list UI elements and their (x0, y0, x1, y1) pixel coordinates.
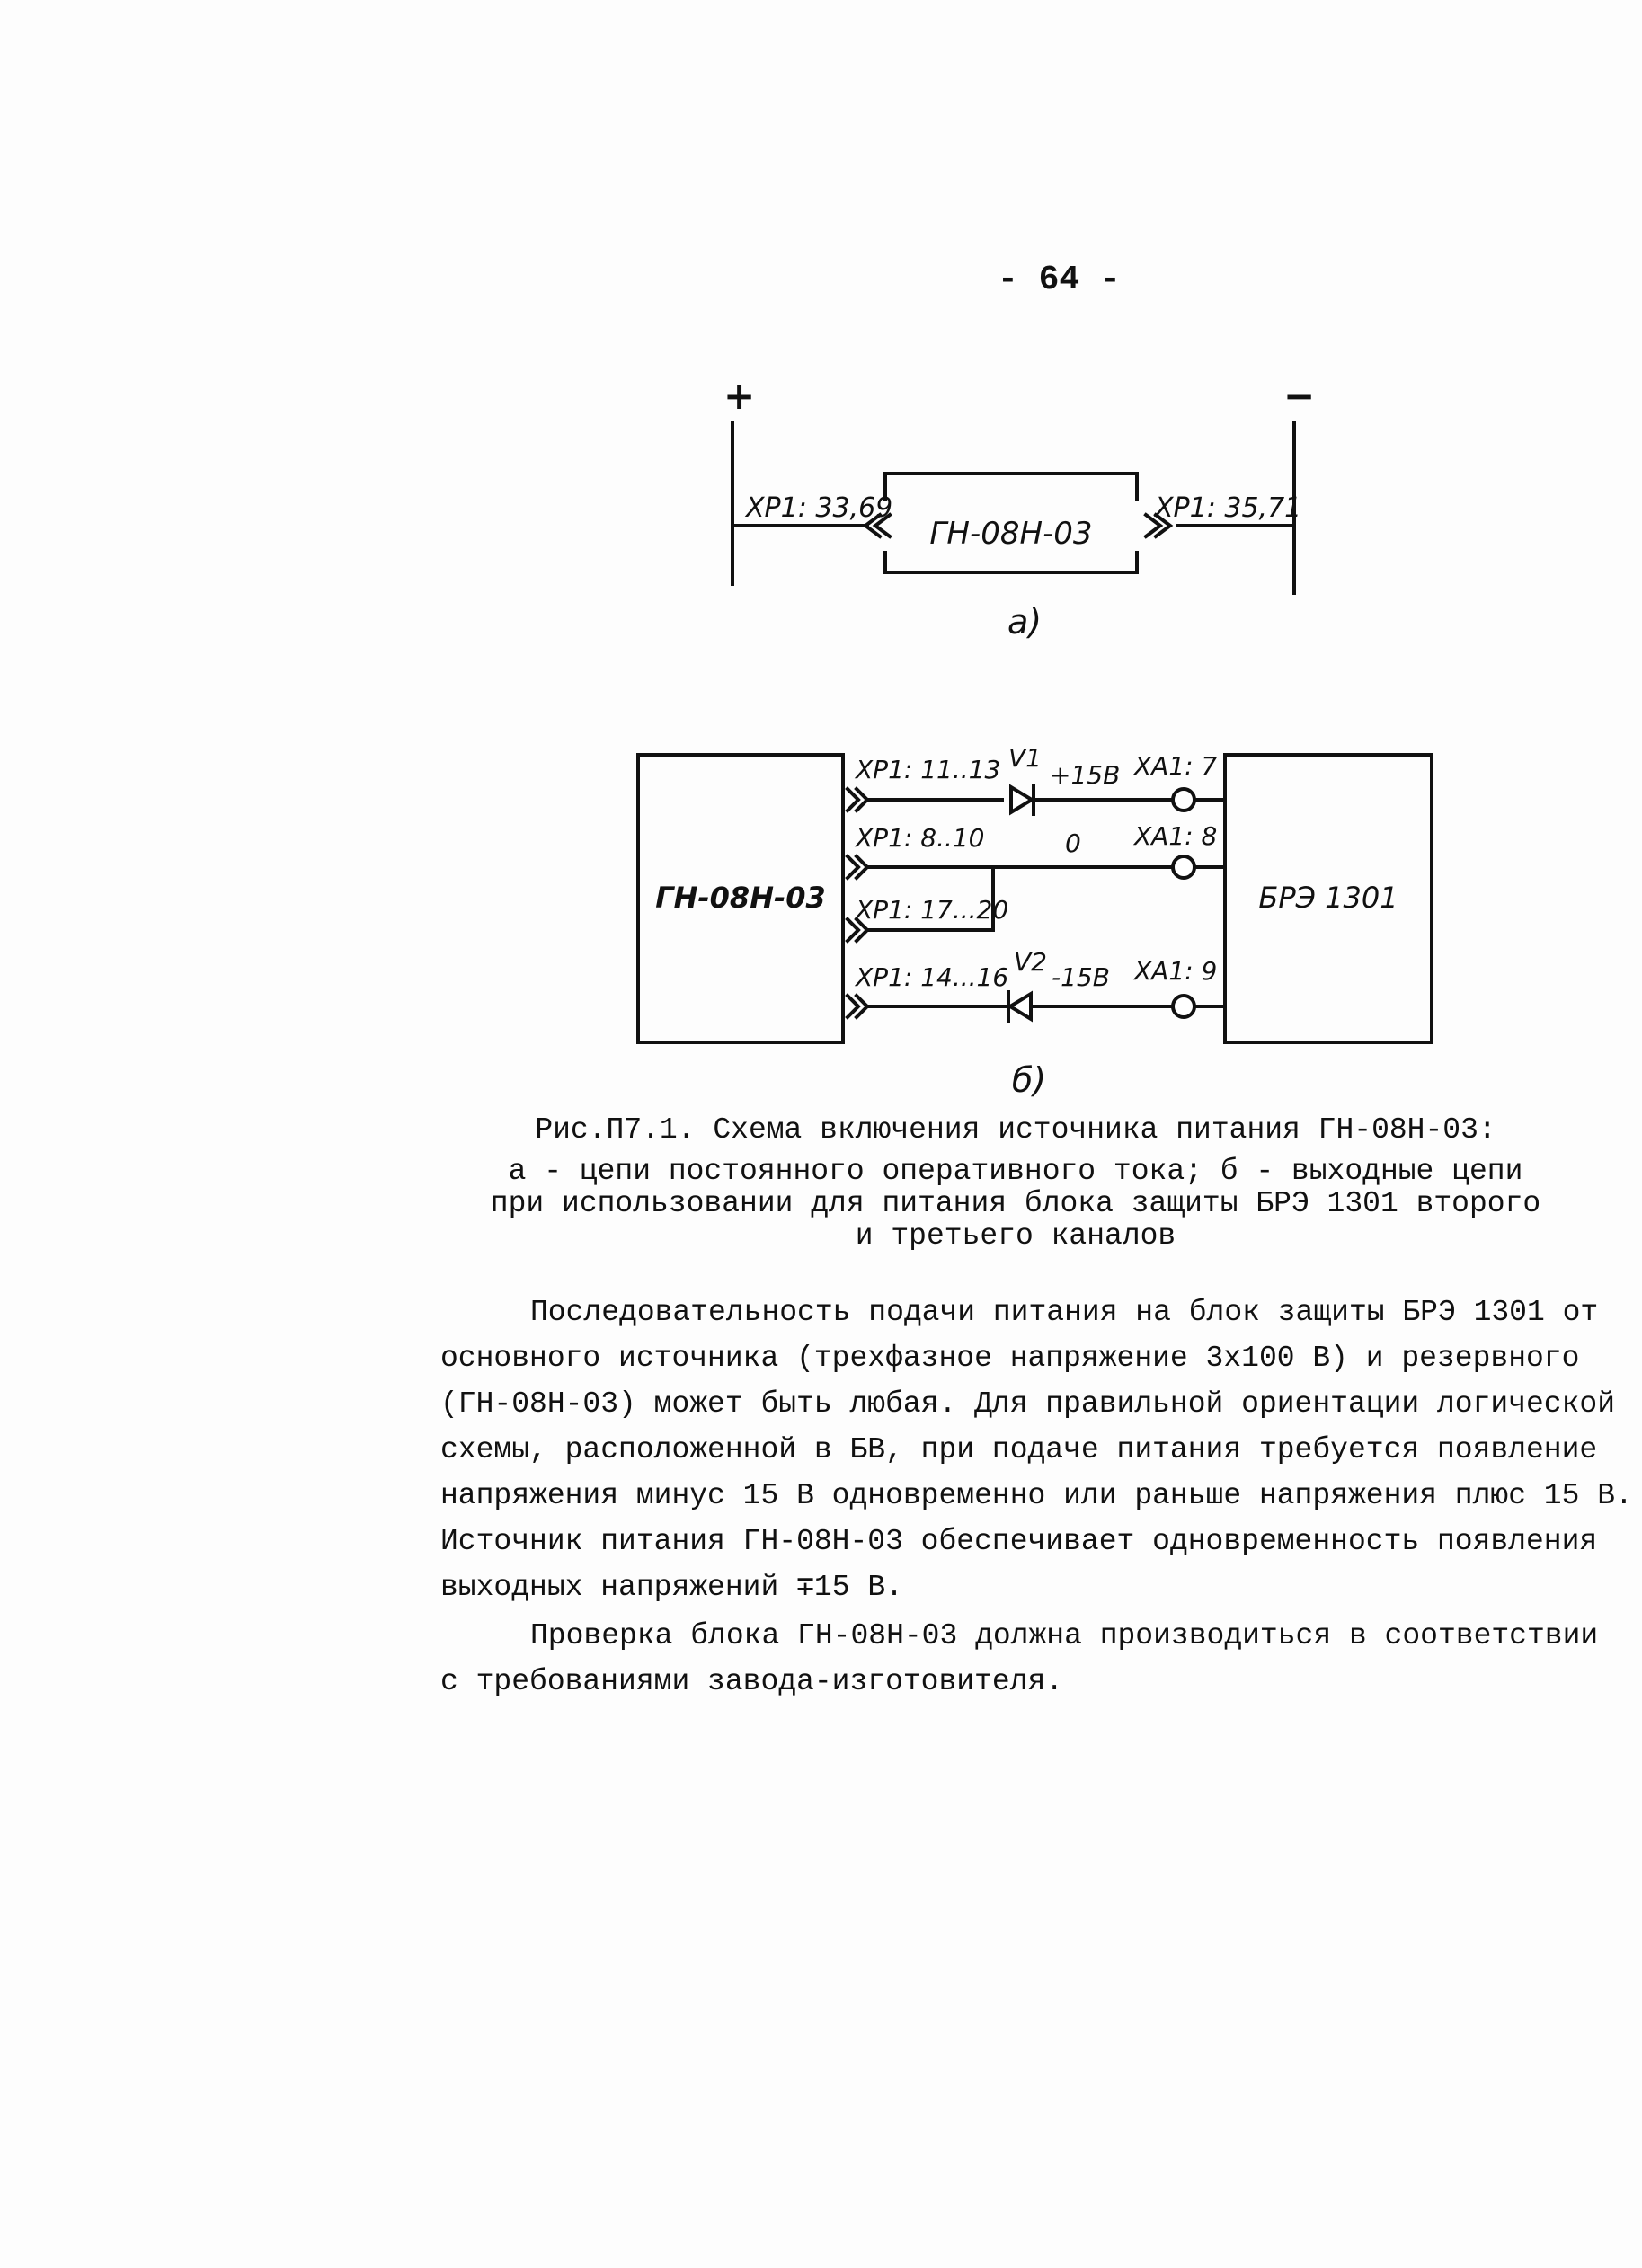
figure-caption (431, 1114, 1600, 1253)
block-a-label: ГН-08Н-03 (929, 516, 1093, 552)
body-paragraph-1 (440, 1289, 1633, 1610)
caption-line: при использовании для питания блока защиты БРЭ 1301 второго (490, 1187, 1541, 1220)
text-line: Источник питания ГН-08Н-03 обеспечивает одновременность появления (440, 1525, 1598, 1558)
text-line: Проверка блока ГН-08Н-03 должна производиться в соответствии (530, 1619, 1599, 1652)
left-pin-label: XP1: 33,69 (746, 492, 893, 524)
text-line: с требованиями завода-изготовителя. (440, 1665, 1064, 1698)
terminal-9-label: XA1: 9 (1134, 956, 1218, 986)
terminal-7-label: XA1: 7 (1134, 751, 1218, 781)
connector-row2-icon (848, 856, 867, 878)
diode-v2-icon (1010, 994, 1031, 1019)
diode-v1-icon (1011, 787, 1032, 812)
caption-line: и третьего каналов (855, 1219, 1176, 1253)
pin-row4-label: XP1: 14...16 (856, 962, 1009, 992)
source-block-label: ГН-08Н-03 (655, 881, 826, 915)
caption-line: Рис.П7.1. Схема включения источника питания ГН-08Н-03: (535, 1113, 1496, 1147)
voltage-minus15-label: -15В (1052, 962, 1110, 992)
pin-row2-label: XP1: 8..10 (856, 823, 985, 853)
terminal-9-icon (1173, 996, 1194, 1017)
caption-line: а - цепи постоянного оперативного тока; б - выходные цепи (508, 1155, 1523, 1188)
terminal-8-label: XA1: 8 (1134, 821, 1218, 851)
connector-row1-icon (848, 789, 867, 811)
target-block-label: БРЭ 1301 (1258, 881, 1398, 915)
text-line: основного источника (трехфазное напряжение 3х100 В) и резервного (440, 1342, 1580, 1375)
page-number: - 64 - (998, 261, 1121, 299)
text-line: Последовательность подачи питания на блок защиты БРЭ 1301 от (530, 1296, 1599, 1329)
text-line: выходных напряжений ∓15 В. (440, 1571, 903, 1604)
block-a-top (885, 474, 1137, 499)
body-paragraph-2 (440, 1613, 1609, 1705)
pin-row1-label: XP1: 11..13 (856, 755, 1001, 784)
minus-sign: − (1283, 374, 1316, 418)
text-line: напряжения минус 15 В одновременно или раньше напряжения плюс 15 В. (440, 1479, 1633, 1512)
diode-v1-label: V1 (1008, 743, 1042, 773)
text-line: (ГН-08Н-03) может быть любая. Для правильной ориентации логической (440, 1387, 1616, 1421)
voltage-zero-label: 0 (1065, 828, 1081, 858)
diode-v2-label: V2 (1014, 947, 1047, 977)
figure-b-label: б) (1011, 1060, 1047, 1100)
right-pin-label: XP1: 35,71 (1155, 492, 1302, 524)
pin-row3-label: XP1: 17...20 (856, 895, 1009, 925)
connector-row4-icon (848, 996, 867, 1017)
terminal-7-icon (1173, 789, 1194, 811)
text-line: схемы, расположенной в БВ, при подаче питания требуется появление (440, 1433, 1598, 1466)
terminal-8-icon (1173, 856, 1194, 878)
plus-sign: + (723, 374, 756, 418)
figure-a-label: а) (1007, 602, 1043, 642)
block-a-bottom (885, 553, 1137, 572)
voltage-plus15-label: +15В (1050, 760, 1121, 790)
